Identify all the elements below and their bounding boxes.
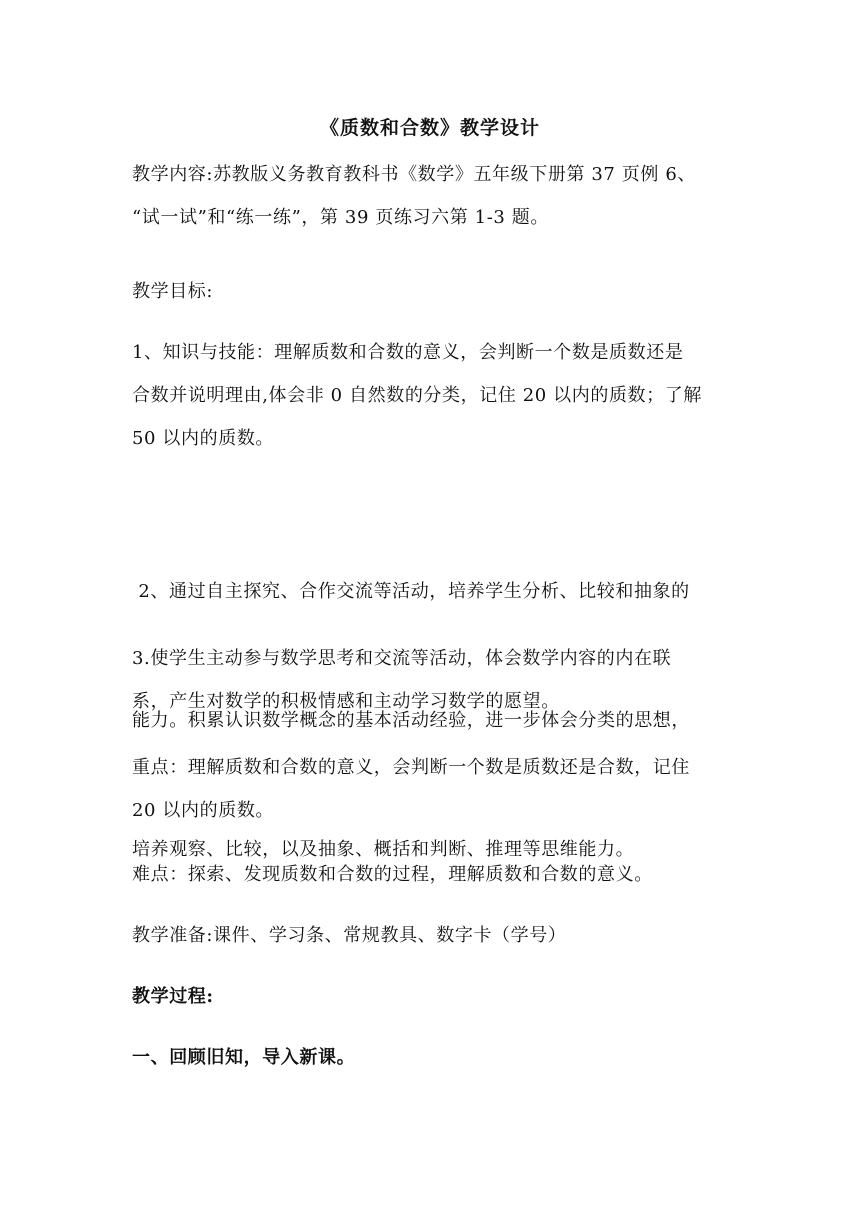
preparation-text: 教学准备:课件、学习条、常规教具、数字卡（学号） (132, 925, 567, 946)
objective-line: 系，产生对数学的积极情感和主动学习数学的愿望。 (132, 691, 560, 712)
difficulty-text: 难点：探索、发现质数和合数的过程，理解质数和合数的意义。 (132, 864, 653, 885)
process-heading-text: 教学过程: (132, 986, 214, 1007)
objective-line: 3.使学生主动参与数学思考和交流等活动，体会数学内容的内在联 (132, 648, 672, 669)
objective-item-3 (132, 637, 732, 723)
objective-line: 2、通过自主探究、合作交流等活动，培养学生分析、比较和抽象的 (132, 581, 690, 602)
teaching-content (132, 153, 732, 239)
teaching-content-line: “试一试”和“练一练”，第 39 页练习六第 1-3 题。 (132, 207, 549, 228)
teaching-content-line: 教学内容:苏教版义务教育教科书《数学》五年级下册第 37 页例 6、 (132, 164, 696, 185)
objective-item-1 (132, 331, 732, 460)
preparation (132, 914, 732, 957)
objective-line: 培养观察、比较，以及抽象、概括和判断、推理等思维能力。 (132, 839, 635, 860)
objective-line: 合数并说明理由,体会非 0 自然数的分类，记住 20 以内的质数；了解 (132, 385, 702, 406)
difficulty (132, 853, 732, 896)
section-1-heading-text: 一、回顾旧知，导入新课。 (132, 1047, 356, 1068)
key-point-line: 20 以内的质数。 (132, 800, 275, 821)
objectives-heading (132, 270, 732, 313)
objective-line: 50 以内的质数。 (132, 428, 275, 449)
objective-line: 1、知识与技能：理解质数和合数的意义，会判断一个数是质数还是 (132, 342, 684, 363)
section-1-heading (132, 1036, 732, 1079)
process-heading (132, 975, 732, 1018)
key-point-line: 重点：理解质数和合数的意义，会判断一个数是质数还是合数，记住 (132, 757, 690, 778)
objectives-heading-text: 教学目标: (132, 281, 214, 302)
key-point (132, 746, 732, 832)
objective-line: 能力。积累认识数学概念的基本活动经验，进一步体会分类的思想， (132, 710, 690, 731)
document-title: 《质数和合数》教学设计 (319, 117, 540, 139)
